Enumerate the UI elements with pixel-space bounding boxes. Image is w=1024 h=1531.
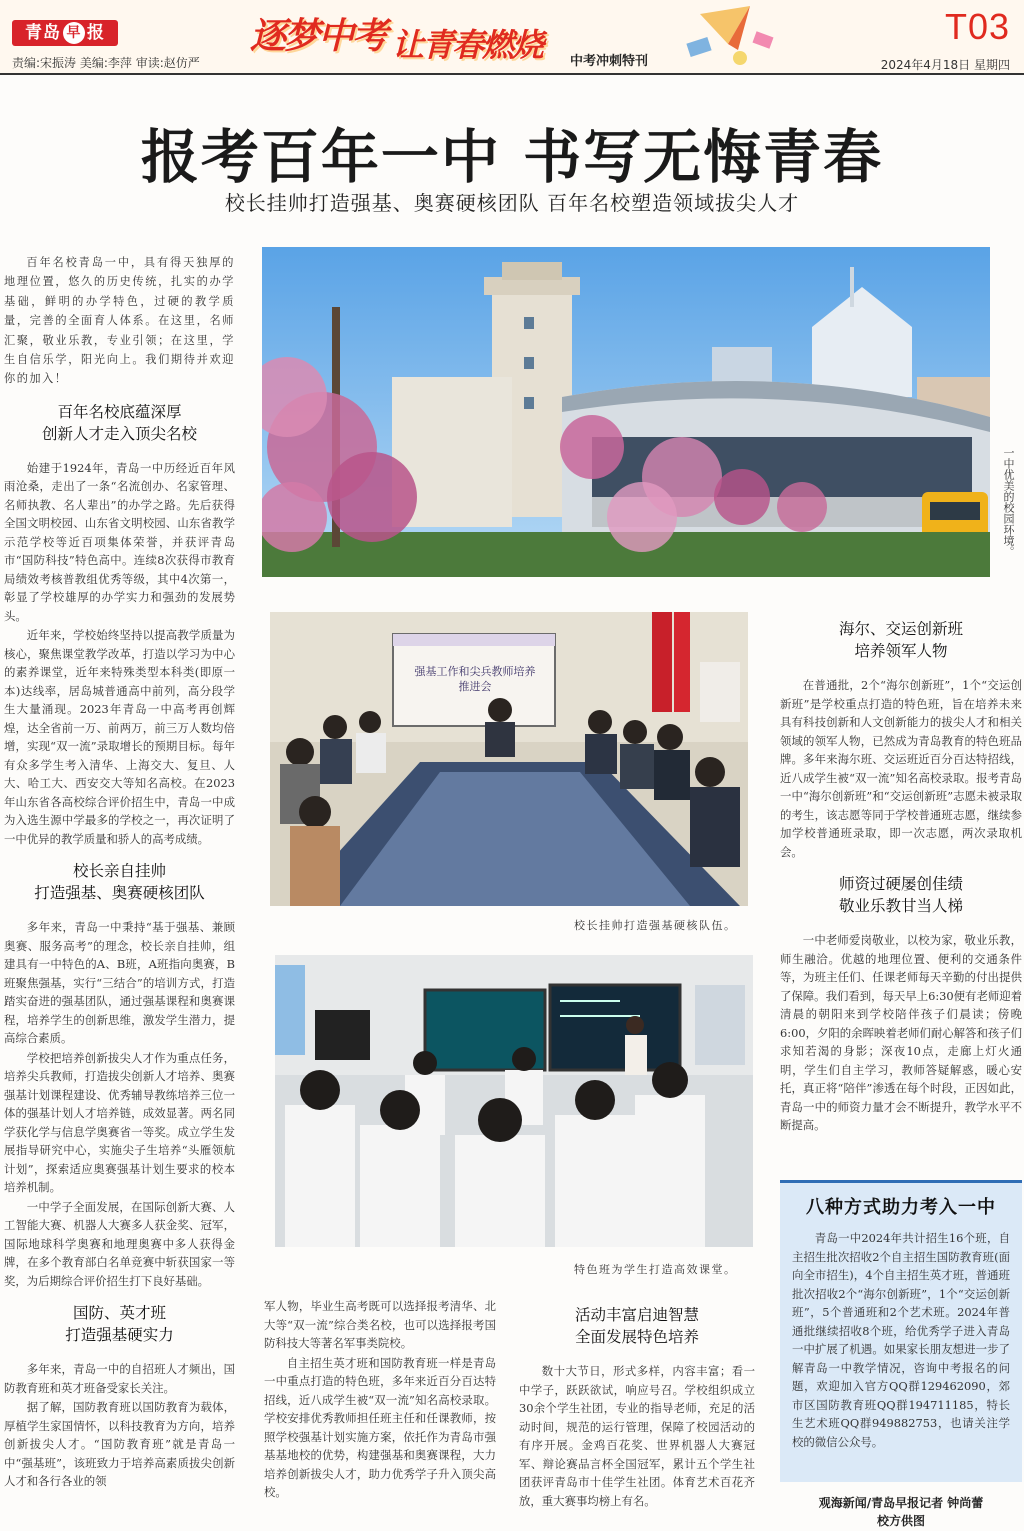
byline-reporter: 观海新闻/青岛早报记者 钟尚蕾: [818, 1496, 984, 1510]
middle-column-1: [264, 1297, 496, 1503]
special-edition-label: 中考冲刺特刊: [570, 54, 649, 69]
section-title-principal: [4, 860, 235, 904]
newspaper-logo[interactable]: [12, 20, 118, 46]
staff-credits: 责编:宋振涛 美编:李萍 审读:赵仿严: [12, 56, 200, 70]
paragraph: 始建于1924年，青岛一中历经近百年风雨沧桑，走出了一条“名流创办、名家管理、名师执教、名人辈出”的办学之路。先后获得全国文明校园、山东省文明校园、山东省教学示范学校等近百项集体荣誉，并获评青岛市“国防科技”特色高中。连续8次获得市教育局绩效考核普教组优秀等级，其中4次第一，彰显了学校雄厚的办学实力和强劲的发展势头。: [4, 460, 235, 623]
intro-paragraph: 百年名校青岛一中，具有得天独厚的地理位置，悠久的历史传统，扎实的办学基础，鲜明的办学特色，过硬的教学质量，完善的全面育人体系。在这里，名师汇聚，敬业乐教，专业引领；在这里，学生自信乐学，阳光向上。我们期待并欢迎你的加入！: [4, 256, 235, 386]
box-paragraph: 青岛一中2024年共计招生16个班，自主招生批次招收2个自主招生国防教育班(面向全市招生)，4个自主招生英才班，普通班批次招收2个“海尔创新班”，1个“交运创新班”，5个普通班和2个艺术班。2024年普通批继续招收8个班，给优秀学子进入青岛一中扩展了机遇。如果家长朋友想进一步了解青岛一中教学情况，咨询中考报名的问题，欢迎加入官方QQ群129462090，郊市区国防教育班QQ群194711185，特长生艺术班QQ群949882753，也请关注学校的微信公众号。: [792, 1231, 1010, 1449]
section-title-line: 敬业乐教甘当人梯: [838, 897, 963, 915]
page-number: T03: [944, 6, 1010, 47]
right-column: [780, 618, 1022, 1136]
section-title-line: 全面发展特色培养: [574, 1328, 699, 1346]
screen-title: 强基工作和尖兵教师培养推进会: [414, 665, 536, 693]
logo-text-left: 青岛: [25, 23, 61, 43]
section-title-heritage: [4, 401, 235, 445]
admission-info-box: [780, 1180, 1022, 1482]
sub-headline: 校长挂帅打造强基、奥赛硬核团队 百年名校塑造领域拔尖人才: [224, 191, 800, 215]
section-title-line: 国防、英才班: [72, 1304, 166, 1323]
section-title-line: 创新人才走入顶尖名校: [41, 424, 197, 443]
middle-column-2: [519, 1304, 755, 1511]
paper-plane-illustration: [680, 4, 780, 68]
meeting-photo: [270, 612, 748, 906]
main-headline: 报考百年一中 书写无悔青春: [140, 123, 884, 191]
logo-text-right: 报: [87, 23, 105, 43]
section-title-defense: [4, 1302, 235, 1346]
byline: [780, 1494, 1022, 1530]
classroom-photo-caption: 特色班为学生打造高效课堂。: [574, 1263, 737, 1276]
meeting-photo-caption: 校长挂帅打造强基硬核队伍。: [574, 919, 737, 932]
slogan-part-1: 逐梦中考: [250, 16, 387, 57]
paragraph: 自主招生英才班和国防教育班一样是青岛一中重点打造的特色班，多年来近百分百达特招线，近八成学生被“双一流”知名高校录取。学校安排优秀教师担任班主任和任课教师，按照学校强基计划实施方案，依托作为青岛市强基基地校的优势，构建强基和奥赛课程，大力培养创新拔尖人才，助力优秀学子升入顶尖高校。: [264, 1355, 496, 1499]
section-title-activities: [519, 1304, 755, 1348]
section-title-line: 百年名校底蕴深厚: [57, 402, 182, 421]
paragraph: 一中老师爱岗敬业，以校为家，敬业乐教，师生融洽。优越的地理位置、便利的交通条件等，为班主任们、任课老师每天辛勤的付出提供了保障。我们看到，每天早上6:30便有老师迎着清晨的朝阳来到学校陪伴孩子们晨读；傍晚6:00，夕阳的余晖映着老师们耐心解答和孩子们求知若渴的身影；深夜10点，走廊上灯火通明，学生们自主学习，教师答疑解惑，暖心安托，真正将“陪伴”渗透在每个时段，正因如此，青岛一中的师资力量才会不断提升，教学水平不断提高。: [780, 933, 1023, 1132]
section-title-line: 打造强基、奥赛硬核团队: [34, 884, 205, 903]
campus-photo-caption: 一中优美的校园环境。: [1002, 447, 1015, 557]
section-title-line: 打造强基硬实力: [65, 1326, 174, 1345]
section-title-teachers: [780, 873, 1022, 917]
logo-text-mid: 早: [63, 22, 85, 44]
paragraph: 学校把培养创新拔尖人才作为重点任务，培养尖兵教师，打造拔尖创新人才培养、奥赛强基计划课程建设、优秀辅导教练培养三位一体的强基计划人才培养链，成效显著。两名同学获化学与信息学奥赛省一等奖。成立学生发展指导研究中心，实施尖子生培养“头雁领航计划”，探索适应奥赛强基计划生要求的校本培养机制。: [4, 1050, 235, 1195]
paragraph: 在普通批，2个“海尔创新班”，1个“交运创新班”是学校重点打造的特色班，旨在培养未来具有科技创新和人文创新能力的拔尖人才和相关领域的领军人物，已然成为青岛教育的特色班品牌。多年来海尔班、交运班近百分百达特招线，近八成学生被“双一流”知名高校录取。报考青岛一中“海尔创新班”和“交运创新班”志愿未被录取的考生，该志愿等同于学校普通班志愿，继续参加学校普通班录取，即一次志愿，两次录取机会。: [780, 678, 1022, 859]
paragraph: 军人物，毕业生高考既可以选择报考清华、北大等“双一流”综合类名校，也可以选择报考国防科技大等著名军事类院校。: [264, 1299, 496, 1350]
left-column: [4, 253, 235, 1492]
box-title: 八种方式助力考入一中: [806, 1197, 996, 1218]
publication-date: 2024年4月18日 星期四: [880, 58, 1010, 72]
paragraph: 近年来，学校始终坚持以提高教学质量为核心，聚焦课堂教学改革，打造以学习为中心的素养课堂，近年来特殊类型本科类(即原一本)达线率，居岛城普通高中前列，高分段学生大量涌现。2023年青岛一中高考再创辉煌，达全省前一万、前两万，前三万人数均倍增，实现“双一流”录取增长的预期目标。每年有众多学生考入清华、上海交大、复旦、人大、哈工大、西安交大等知名高校。在2023年山东省各高校综合评价招生中，青岛一中成为入选生源中学最多的学校之一，再次证明了一中优异的教学质量和骄人的高考成绩。: [4, 628, 235, 846]
section-title-innovation: [780, 618, 1022, 662]
campus-photo: [262, 247, 990, 577]
section-title-line: 校长亲自挂帅: [72, 862, 166, 881]
byline-photo-source: 校方供图: [876, 1514, 925, 1528]
paragraph: 数十大节日，形式多样，内容丰富；看一中学子，跃跃欲试，响应号召。学校组织成立30余个学生社团，专业的指导老师，充足的活动时间，规范的运行管理，保障了校园活动的有序开展。金鸡百花奖、世界机器人大赛冠军、辩论赛品言杯全国冠军，累计五个学生社团获评青岛市十佳学生社团。体育艺术百花齐放，重大赛事均榜上有名。: [519, 1364, 755, 1508]
paragraph: 多年来，青岛一中的自招班人才频出，国防教育班和英才班备受家长关注。: [4, 1362, 235, 1395]
section-title-line: 培养领军人物: [854, 642, 948, 660]
section-title-line: 海尔、交运创新班: [838, 620, 963, 638]
slogan-part-2: 让青春燃烧: [392, 26, 543, 64]
classroom-photo: [275, 955, 753, 1247]
paragraph: 据了解，国防教育班以国防教育为载体，厚植学生家国情怀，以科技教育为方向，培养创新拔尖人才。“国防教育班”就是青岛一中“强基班”，该班致力于培养高素质拔尖创新人才和各行各业的领: [4, 1400, 235, 1489]
paragraph: 一中学子全面发展，在国际创新大赛、人工智能大赛、机器人大赛多人获金奖、冠军，国际地球科学奥赛和地理奥赛中多人获得金牌，在多个教育部白名单竞赛中斩获国家一等奖，为后期综合评价招生打下良好基础。: [4, 1199, 235, 1288]
paragraph: 多年来，青岛一中秉持“基于强基、兼顾奥赛、服务高考”的理念，校长亲自挂帅，组建具有一中特色的A、B班，A班指向奥赛，B班聚焦强基，实行“三结合”的培训方式，打造踏实奋进的强基团队，通过强基课程和奥赛课程，培养学生的创新思维，激发学生潜力，提高综合素质。: [4, 920, 235, 1046]
page-header: [0, 0, 1024, 75]
section-title-line: 活动丰富启迪智慧: [574, 1306, 699, 1324]
section-title-line: 师资过硬屡创佳绩: [838, 875, 963, 893]
